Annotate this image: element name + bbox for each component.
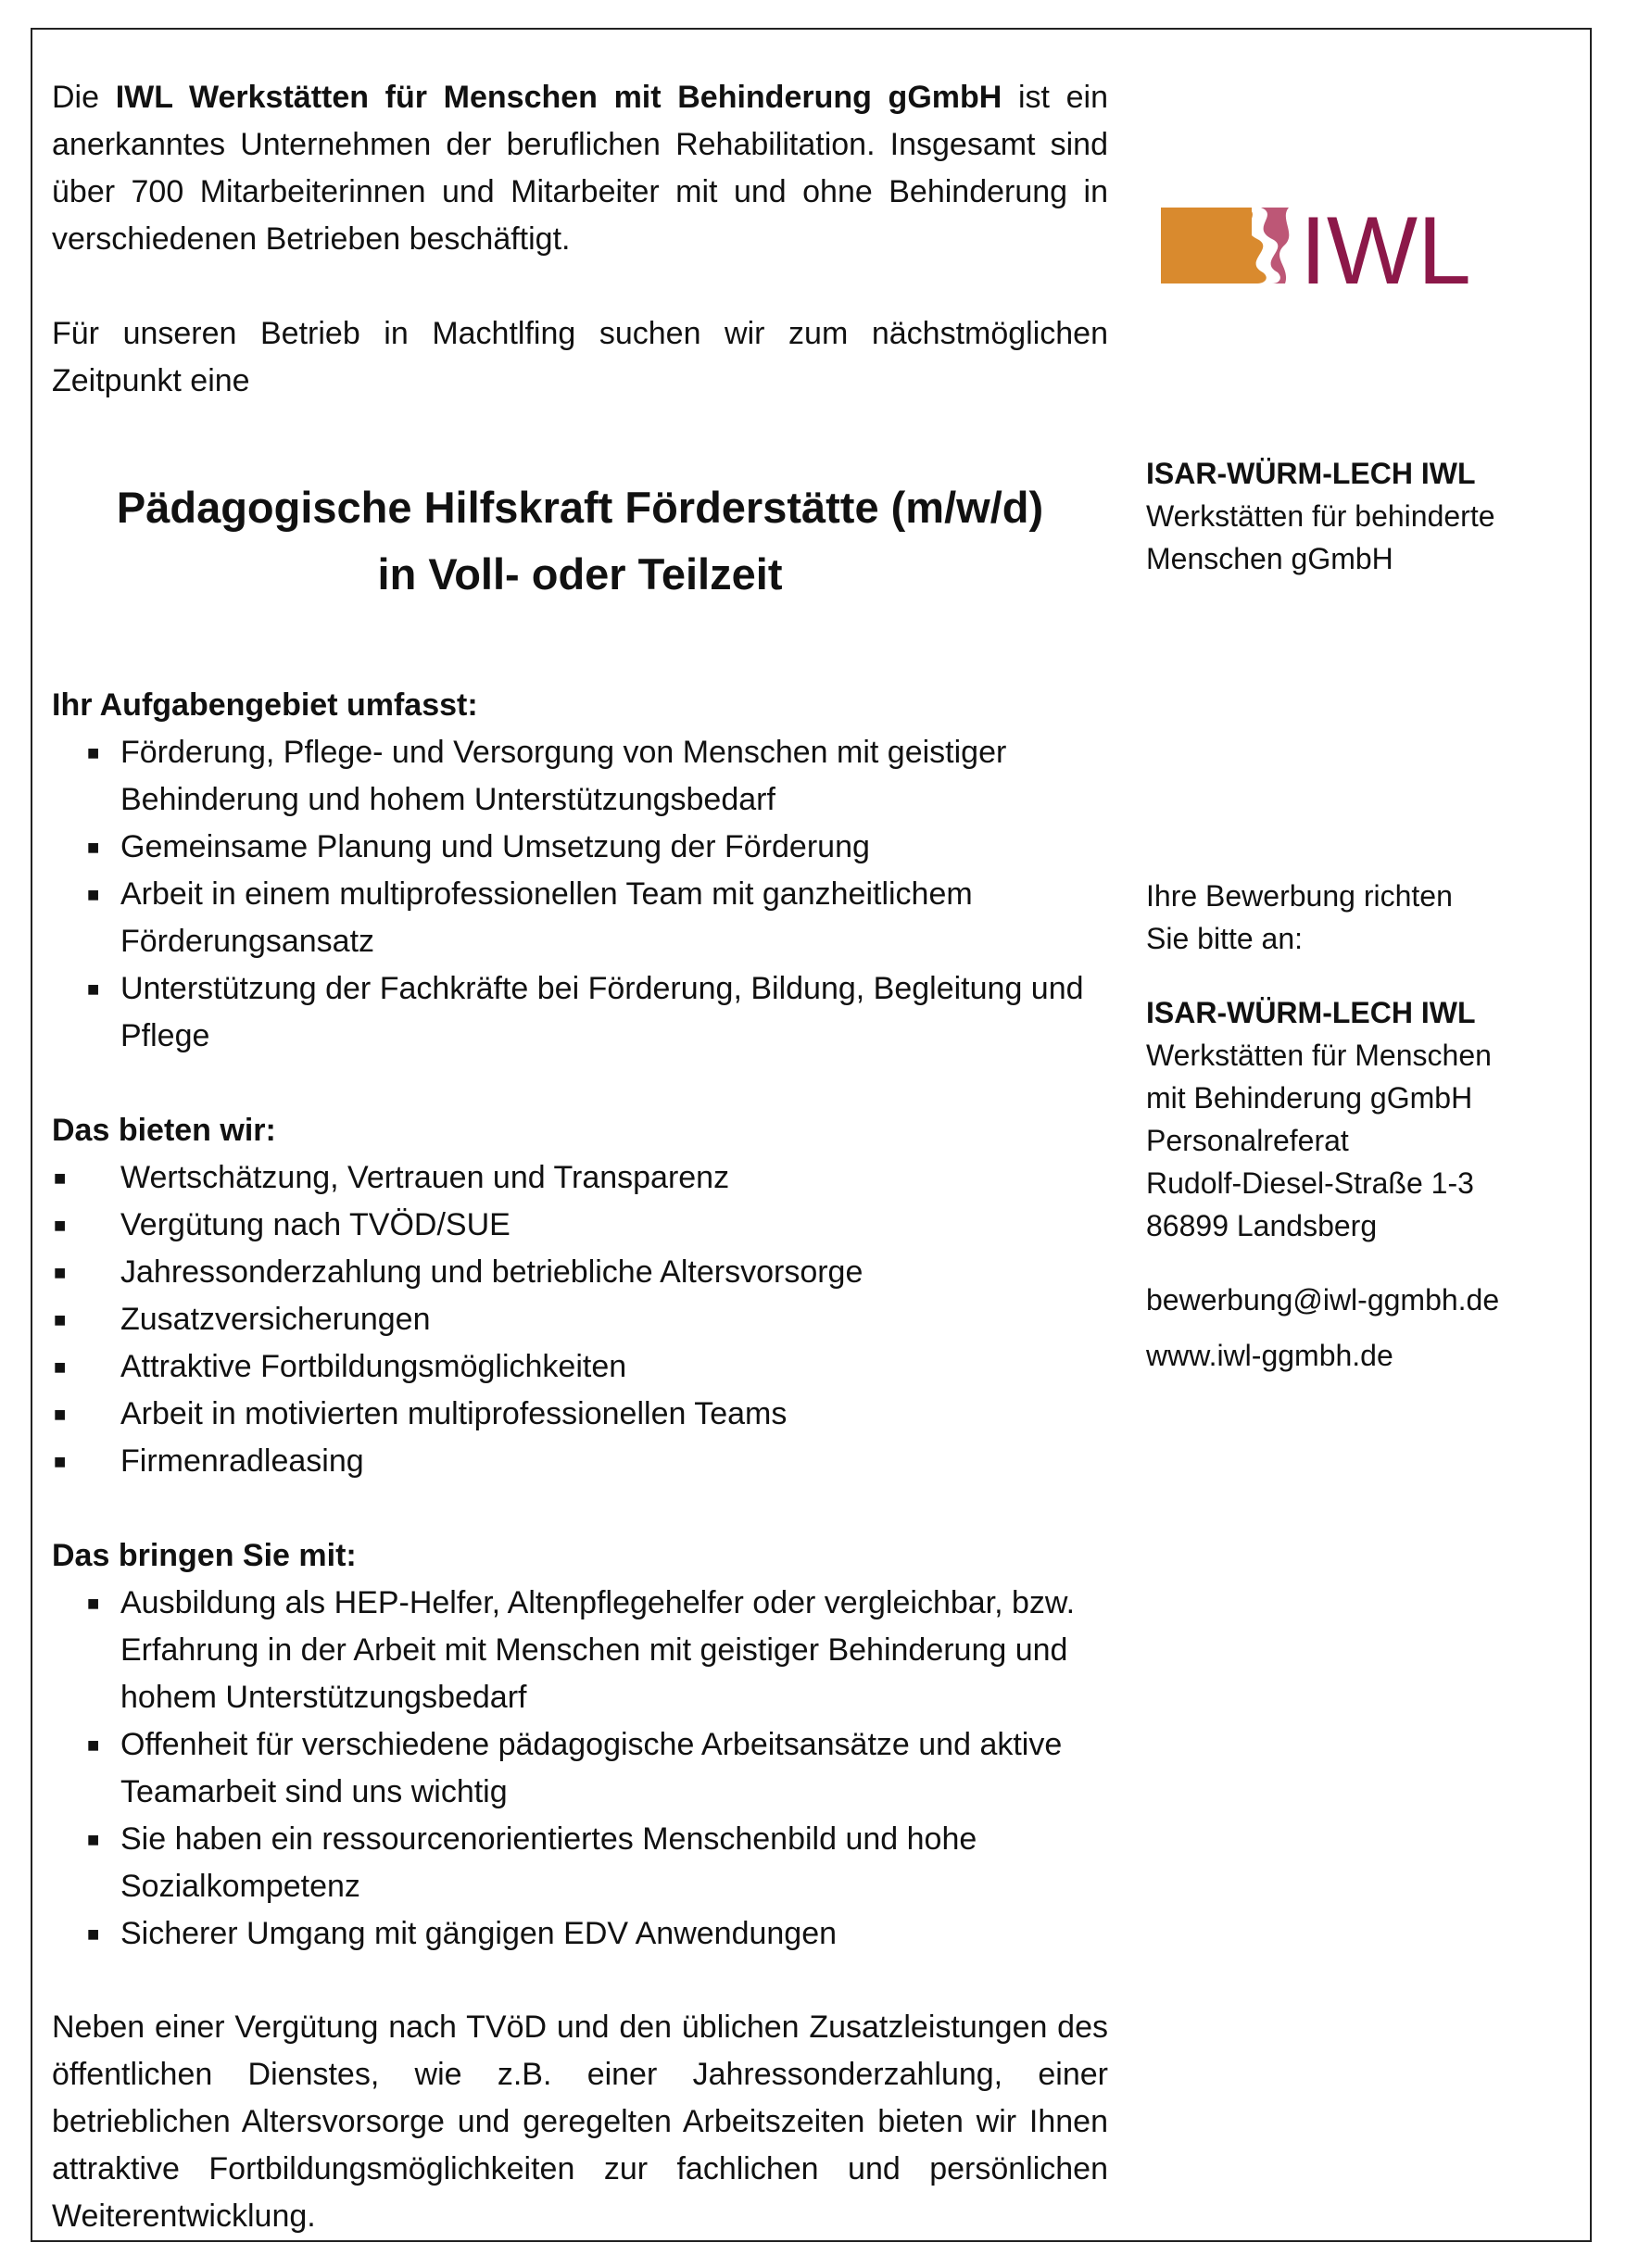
list-item [52, 1438, 1108, 1485]
bullet-icon: ■ [54, 1214, 67, 1237]
list-item [52, 1343, 1108, 1391]
bullet-icon: ■ [54, 1403, 67, 1426]
logo-orange-block [1161, 208, 1252, 284]
apply-street: Rudolf-Diesel-Straße 1-3 [1146, 1166, 1474, 1200]
list-item-text: Firmenradleasing [120, 1443, 364, 1479]
job-title-line-2: in Voll- oder Teilzeit [377, 549, 783, 598]
list-item-text: Zusatzversicherungen [120, 1302, 431, 1337]
job-title [52, 474, 1108, 608]
list-item [52, 1249, 1108, 1296]
application-block [1146, 875, 1572, 1377]
intro-paragraph [52, 74, 1108, 263]
list-item [52, 1816, 1108, 1910]
list-item [52, 1296, 1108, 1343]
list-item [52, 729, 1108, 824]
list-item-text: Offenheit für verschiedene pädagogische Arbeitsansätze und aktive Teamarbeit sind uns wichtig [120, 1727, 1063, 1809]
offer-section [52, 1107, 1108, 1485]
list-item-text: Vergütung nach TVÖD/SUE [120, 1207, 510, 1242]
list-item [52, 1154, 1108, 1202]
list-item [52, 871, 1108, 965]
closing-paragraph: Neben einer Vergütung nach TVöD und den üblichen Zusatzleistungen des öffentlichen Dienstes, wie z.B. einer Jahressonderzahlung, einer betrieblichen Altersvorsorge und geregelten Arbeitszeiten bieten wir Ihnen attraktive Fortbildungsmöglichkeiten zur fachlichen und persönlichen Weiterentwicklung. [52, 2010, 1108, 2234]
iwl-logo [1161, 202, 1502, 293]
list-item [52, 1202, 1108, 1249]
bullet-icon: ■ [87, 1733, 100, 1757]
bullet-icon: ■ [87, 1828, 100, 1851]
list-item-text: Arbeit in motivierten multiprofessionellen Teams [120, 1396, 788, 1431]
company-line-1: Werkstätten für behinderte [1146, 499, 1495, 533]
list-item-text: Ausbildung als HEP-Helfer, Altenpflegehelfer oder vergleichbar, bzw. Erfahrung in der Arbeit mit Menschen mit geistiger Behinderung und hohem Unterstützungsbedarf [120, 1585, 1076, 1715]
list-item-text: Gemeinsame Planung und Umsetzung der Förderung [120, 829, 870, 864]
tasks-list [52, 729, 1108, 1060]
intro-text-end: ist ein anerkanntes Unternehmen der beruflichen Rehabilitation. Insgesamt sind über 700 Mitarbeiterinnen und Mitarbeiter mit und ohne Behinderung in verschiedenen Betrieben beschäftigt. [52, 80, 1109, 257]
job-title-line-1: Pädagogische Hilfskraft Förderstätte (m/w/d) [116, 483, 1044, 532]
offer-list [52, 1154, 1108, 1485]
list-item-text: Wertschätzung, Vertrauen und Transparenz [120, 1160, 730, 1195]
bullet-icon: ■ [54, 1308, 67, 1331]
apply-line-2: mit Behinderung gGmbH [1146, 1081, 1473, 1115]
apply-intro-1: Ihre Bewerbung richten [1146, 879, 1453, 913]
bullet-icon: ■ [87, 741, 100, 764]
apply-city: 86899 Landsberg [1146, 1209, 1378, 1242]
bullet-icon: ■ [87, 836, 100, 859]
list-item-text: Sie haben ein ressourcenorientiertes Menschenbild und hohe Sozialkompetenz [120, 1821, 977, 1904]
bullet-icon: ■ [54, 1166, 67, 1190]
list-item-text: Förderung, Pflege- und Versorgung von Menschen mit geistiger Behinderung und hohem Unterstützungsbedarf [120, 735, 1007, 817]
list-item [52, 824, 1108, 871]
bullet-icon: ■ [87, 883, 100, 906]
list-item-text: Sicherer Umgang mit gängigen EDV Anwendungen [120, 1916, 838, 1951]
list-item-text: Arbeit in einem multiprofessionellen Team mit ganzheitlichem Förderungsansatz [120, 876, 973, 959]
bullet-icon: ■ [87, 977, 100, 1001]
intro-search-text: Für unseren Betrieb in Machtlfing suchen wir zum nächstmöglichen Zeitpunkt eine [52, 316, 1108, 398]
list-item [52, 1391, 1108, 1438]
apply-company-name [1146, 991, 1572, 1034]
company-line-2: Menschen gGmbH [1146, 542, 1393, 575]
bullet-icon: ■ [54, 1450, 67, 1473]
bullet-icon: ■ [87, 1922, 100, 1946]
bullet-icon: ■ [54, 1355, 67, 1379]
closing-section [52, 2004, 1108, 2240]
list-item-text: Attraktive Fortbildungsmöglichkeiten [120, 1349, 627, 1384]
apply-line-1: Werkstätten für Menschen [1146, 1039, 1492, 1072]
offer-heading: Das bieten wir: [52, 1113, 276, 1148]
main-column [52, 74, 1108, 405]
bullet-icon: ■ [54, 1261, 67, 1284]
requirements-heading: Das bringen Sie mit: [52, 1538, 357, 1573]
apply-company-name-text: ISAR-WÜRM-LECH IWL [1146, 996, 1476, 1029]
company-name-text: ISAR-WÜRM-LECH IWL [1146, 457, 1476, 490]
intro-text-start: Die [52, 80, 116, 115]
tasks-section [52, 682, 1108, 1060]
apply-email-link[interactable]: bewerbung@iwl-ggmbh.de [1146, 1283, 1500, 1317]
list-item-text: Unterstützung der Fachkräfte bei Förderung, Bildung, Begleitung und Pflege [120, 971, 1084, 1053]
intro-organization-name: IWL Werkstätten für Menschen mit Behinderung gGmbH [115, 80, 1002, 115]
company-name [1146, 452, 1572, 495]
list-item-text: Jahressonderzahlung und betriebliche Altersvorsorge [120, 1254, 863, 1290]
company-block [1146, 452, 1572, 580]
list-item [52, 1910, 1108, 1958]
apply-department: Personalreferat [1146, 1124, 1349, 1157]
logo-wordmark: IWL [1300, 202, 1471, 293]
requirements-list [52, 1580, 1108, 1958]
logo-wave-purple [1261, 208, 1289, 284]
tasks-heading: Ihr Aufgabengebiet umfasst: [52, 687, 478, 723]
list-item [52, 1580, 1108, 1721]
requirements-section [52, 1532, 1108, 1958]
list-item [52, 965, 1108, 1060]
apply-intro-2: Sie bitte an: [1146, 922, 1303, 955]
list-item [52, 1721, 1108, 1816]
apply-website-link[interactable]: www.iwl-ggmbh.de [1146, 1339, 1393, 1372]
bullet-icon: ■ [87, 1592, 100, 1615]
